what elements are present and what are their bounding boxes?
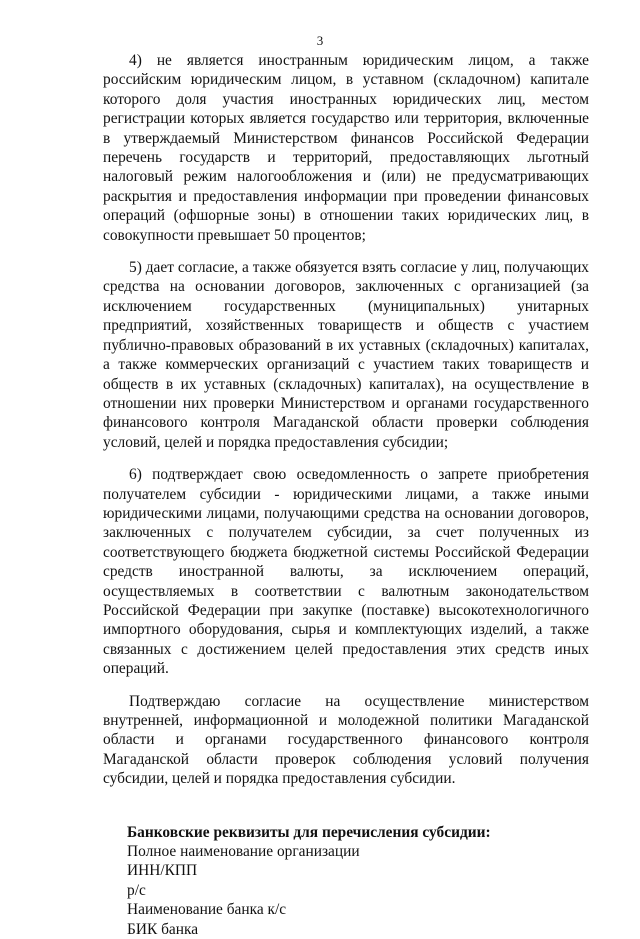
section-spacer [103,789,589,823]
bank-field-bank-name: Наименование банка к/с [127,901,287,919]
bank-field-org-name: Полное наименование организации [127,843,360,861]
document-body [103,51,589,939]
bank-field-account: р/с [127,881,146,899]
page-number: 3 [316,33,324,48]
consent-paragraph: Подтверждаю согласие на осуществление министерством внутренней, информационной и молодежной политики Магаданской области и органами государственного финансового контроля Магаданской области проверок соблюдения условий получения субсидии, целей и порядка предоставления субсидии. [103,692,589,788]
bank-field-inn-kpp: ИНН/КПП [127,862,198,880]
paragraph-item-6: 6) подтверждает свою осведомленность о запрете приобретения получателем субсидии - юридическими лицами, а также иными юридическими лицами, получающими средства на основании договоров, заключенных с получателем субсидии, за счет полученных из соответствующего бюджета бюджетной системы Российской Федерации средств иностранной валюты, за исключением операций, осуществляемых в соответствии с валютным законодательством Российской Федерации при закупке (поставке) высокотехнологичного импортного оборудования, сырья и комплектующих изделий, а также связанных с достижением целей предоставления этих средств иных операций. [103,466,589,678]
paragraph-spacer [103,245,589,258]
bank-field-bik: БИК банка [127,920,199,938]
bank-details-title: Банковские реквизиты для перечисления субсидии: [127,823,491,841]
paragraph-item-5: 5) дает согласие, а также обязуется взять согласие у лиц, получающих средства на основании договоров, заключенных с организацией (за исключением государственных (муниципальных) унитарных предприятий, хозяйственных товариществ и обществ с участием публично-правовых образований в их уставных (складочных) капиталах, а также коммерческих организаций с участием таких товариществ и обществ в их уставных (складочных) капиталах), на осуществление в отношении них проверки Министерством и органами государственного финансового контроля Магаданской области проверки соблюдения условий, целей и порядка предоставления субсидии; [103,259,589,451]
paragraph-item-4: 4) не является иностранным юридическим лицом, а также российским юридическим лицом, в уставном (складочном) капитале которого доля участия иностранных юридических лиц, местом регистрации которых является государство или территория, включенные в утверждаемый Министерством финансов Российской Федерации перечень государств и территорий, предоставляющих льготный налоговый режим налогообложения и (или) не предусматривающих раскрытия и предоставления информации при проведении финансовых операций (офшорные зоны) в отношении таких юридических лиц, в совокупности превышает 50 процентов; [103,52,589,244]
paragraph-spacer [103,679,589,692]
paragraph-spacer [103,452,589,465]
bank-details [127,823,589,939]
